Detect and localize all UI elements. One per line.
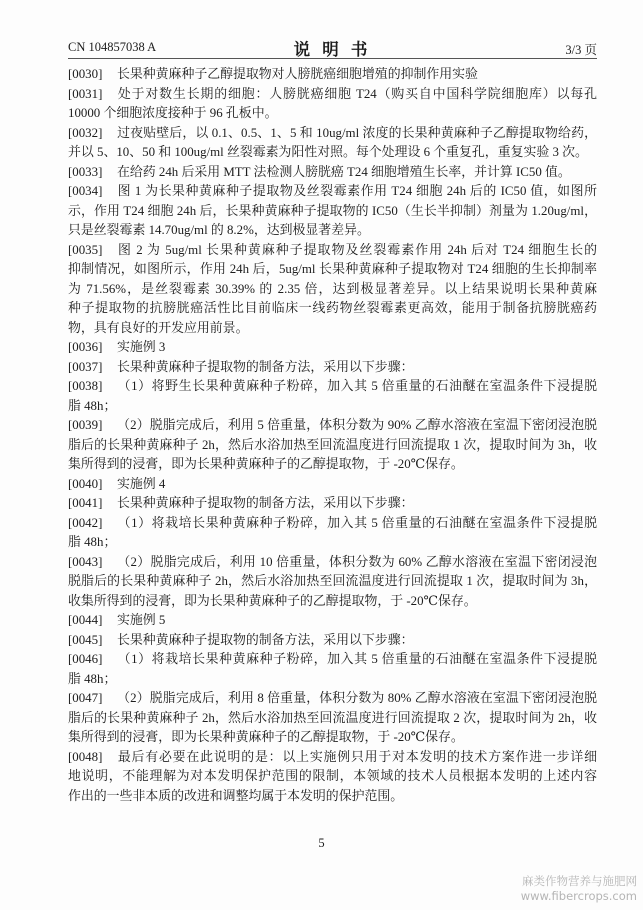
paragraph-number: [0033] — [68, 164, 103, 179]
text-line — [68, 631, 597, 651]
paragraph — [68, 241, 597, 339]
description-body — [68, 65, 597, 806]
paragraph-number: [0039] — [68, 418, 103, 432]
text-line: 10000 个细胞浓度接种于 96 孔板中。 — [68, 106, 278, 120]
paragraph-text: 过夜贴壁后，以 0.1、0.5、1、5 和 10ug/ml 浓度的长果种黄麻种子乙醇提取物给药， — [117, 125, 597, 140]
paragraph-number: [0030] — [68, 67, 103, 81]
text-line: 种子提取物的抗膀胱癌活性比目前临床一线药物丝裂霉素更高效，能用于制备抗膀胱癌药 — [68, 301, 597, 315]
text-line — [68, 494, 597, 514]
text-line — [68, 553, 597, 573]
text-line: 脂后的长果种黄麻种子 2h，然后水浴加热至回流温度进行回流提取 1 次，提取时间为 3h，收 — [68, 437, 597, 452]
paragraph-number: [0037] — [68, 359, 103, 374]
text-line — [68, 182, 597, 202]
paragraph-number: [0035] — [68, 242, 103, 257]
paragraph-number: [0032] — [68, 125, 103, 140]
paragraph — [68, 494, 597, 514]
paragraph-text: 长果种黄麻种子乙醇提取物对人膀胱癌细胞增殖的抑制作用实验 — [117, 67, 478, 81]
text-line: 为 71.56%，是丝裂霉素 30.39% 的 2.35 倍，达到极显著差异。以上结果说明长果种黄麻 — [68, 281, 597, 296]
text-line: 脂 48h； — [68, 398, 117, 413]
paragraph-number: [0038] — [68, 379, 103, 393]
paragraph-text: 实施例 4 — [117, 476, 166, 491]
text-line: 集所得到的浸膏，即为长果种黄麻种子的乙醇提取物，于 -20℃保存。 — [68, 457, 464, 471]
paragraph-text: 长果种黄麻种子提取物的制备方法，采用以下步骤： — [117, 496, 414, 510]
text-line — [68, 338, 597, 358]
paragraph — [68, 85, 597, 124]
paragraph — [68, 416, 597, 475]
text-line — [68, 748, 597, 768]
page-number: 5 — [318, 836, 325, 850]
text-line: 物，具有良好的开发应用前景。 — [68, 320, 249, 335]
paragraph-number: [0036] — [68, 340, 103, 354]
text-line: 抑制情况，如图所示，作用 24h 后，5ug/ml 长果种黄麻种子提取物对 T24 细胞的生长抑制率 — [68, 262, 597, 276]
paragraph-number: [0045] — [68, 632, 103, 647]
paragraph — [68, 650, 597, 689]
text-line: 集所得到的浸膏，即为长果种黄麻种子的乙醇提取物，于 -20℃保存。 — [68, 730, 464, 744]
paragraph — [68, 748, 597, 807]
text-line — [68, 689, 597, 709]
paragraph-text: （1）将野生长果种黄麻种子粉碎，加入其 5 倍重量的石油醚在室温条件下浸提脱 — [117, 379, 597, 393]
paragraph — [68, 514, 597, 553]
paragraph-text: （2）脱脂完成后，利用 5 倍重量，体积分数为 90% 乙醇水溶液在室温下密闭浸泡脱 — [117, 418, 597, 432]
page-header — [68, 36, 597, 59]
paragraph-text: （1）将栽培长果种黄麻种子粉碎，加入其 5 倍重量的石油醚在室温条件下浸提脱 — [117, 515, 597, 530]
text-line: 作出的一些非本质的改进和调整均属于本发明的保护范围。 — [68, 788, 404, 803]
paragraph-number: [0041] — [68, 496, 103, 510]
watermark-site-name: 麻类作物营养与施肥网 — [522, 874, 637, 888]
paragraph-number: [0040] — [68, 476, 103, 491]
paragraph — [68, 358, 597, 378]
paragraph-number: [0048] — [68, 749, 103, 764]
paragraph-text: 实施例 3 — [117, 340, 166, 354]
text-line — [68, 475, 597, 495]
text-line: 只是丝裂霉素 14.70ug/ml 的 8.2%，达到极显著差异。 — [68, 223, 370, 237]
paragraph — [68, 553, 597, 612]
paragraph — [68, 611, 597, 631]
paragraph-number: [0047] — [68, 691, 103, 705]
paragraph — [68, 163, 597, 183]
paragraph-text: 长果种黄麻种子提取物的制备方法，采用以下步骤： — [117, 359, 414, 374]
watermark — [521, 874, 637, 904]
paragraph — [68, 377, 597, 416]
paragraph-text: 实施例 5 — [117, 613, 166, 627]
paragraph-number: [0031] — [68, 86, 103, 101]
paragraph-text: （1）将栽培长果种黄麻种子粉碎，加入其 5 倍重量的石油醚在室温条件下浸提脱 — [117, 652, 597, 666]
paragraph — [68, 475, 597, 495]
text-line — [68, 416, 597, 436]
text-line — [68, 85, 597, 105]
paragraph-text: 长果种黄麻种子提取物的制备方法，采用以下步骤： — [117, 632, 414, 647]
text-line — [68, 377, 597, 397]
watermark-url: www.fibercrops.com — [520, 889, 637, 903]
paragraph-number: [0044] — [68, 613, 103, 627]
paragraph — [68, 65, 597, 85]
paragraph — [68, 182, 597, 241]
paragraph-number: [0046] — [68, 652, 103, 666]
paragraph-text: （2）脱脂完成后，利用 8 倍重量，体积分数为 80% 乙醇水溶液在室温下密闭浸泡脱 — [117, 691, 597, 705]
paragraph — [68, 338, 597, 358]
text-line: 脱脂后的长果种黄麻种子 2h，然后水浴加热至回流温度进行回流提取 1 次，提取时间为 3h， — [68, 574, 597, 588]
text-line — [68, 514, 597, 534]
paragraph-text: 处于对数生长期的细胞：人膀胱癌细胞 T24（购买自中国科学院细胞库）以每孔 — [117, 86, 597, 101]
paragraph-text: 最后有必要在此说明的是：以上实施例只用于对本发明的技术方案作进一步详细 — [117, 749, 597, 764]
paragraph — [68, 689, 597, 748]
text-line — [68, 163, 597, 183]
text-line: 示，作用 T24 细胞 24h 后，长果种黄麻种子提取物的 IC50（生长半抑制）剂量为 1.20ug/ml， — [68, 203, 597, 218]
text-line — [68, 358, 597, 378]
text-line — [68, 611, 597, 631]
text-line: 脂 48h； — [68, 671, 117, 686]
text-line — [68, 124, 597, 144]
text-line: 地说明，不能理解为对本发明保护范围的限制，本领域的技术人员根据本发明的上述内容 — [68, 769, 597, 783]
document-title: 说 明 书 — [293, 40, 372, 59]
text-line — [68, 241, 597, 261]
paragraph-number: [0042] — [68, 515, 103, 530]
paragraph-text: 图 1 为长果种黄麻种子提取物及丝裂霉素作用 T24 细胞 24h 后的 IC50 值，如图所 — [117, 184, 597, 198]
text-line: 脂后的长果种黄麻种子 2h，然后水浴加热至回流温度进行回流提取 2 次，提取时间为 2h，收 — [68, 710, 597, 725]
paragraph — [68, 631, 597, 651]
page-indicator: 3/3 页 — [565, 43, 597, 57]
text-line: 脂 48h； — [68, 535, 117, 549]
paragraph-number: [0034] — [68, 184, 103, 198]
paragraph — [68, 124, 597, 163]
text-line: 并以 5、10、50 和 100ug/ml 丝裂霉素为阳性对照。每个处理设 6 个重复孔，重复实验 3 次。 — [68, 145, 588, 159]
text-line — [68, 65, 597, 85]
paragraph-number: [0043] — [68, 554, 103, 569]
paragraph-text: 在给药 24h 后采用 MTT 法检测人膀胱癌 T24 细胞增殖生长率，并计算 IC50 值。 — [117, 164, 571, 179]
publication-number: CN 104857038 A — [68, 40, 157, 54]
paragraph-text: 图 2 为 5ug/ml 长果种黄麻种子提取物及丝裂霉素作用 24h 后对 T24 细胞生长的 — [117, 242, 597, 257]
paragraph-text: （2）脱脂完成后，利用 10 倍重量，体积分数为 60% 乙醇水溶液在室温下密闭浸泡 — [117, 554, 597, 569]
text-line: 收集所得到的浸膏，即为长果种黄麻种子的乙醇提取物，于 -20℃保存。 — [68, 593, 477, 608]
text-line — [68, 650, 597, 670]
